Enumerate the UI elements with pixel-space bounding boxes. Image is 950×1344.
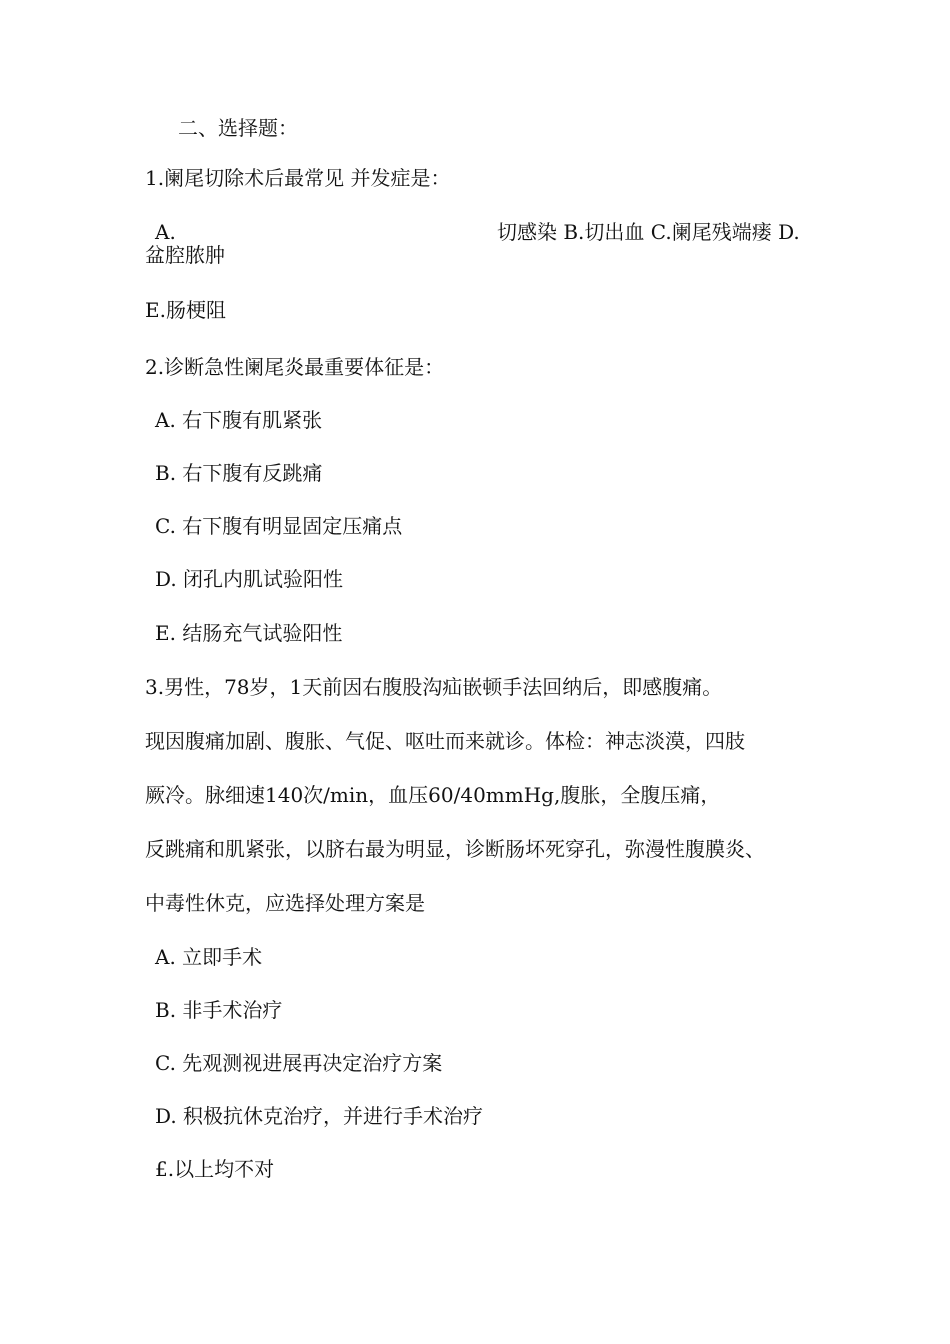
question-3-option: D. 积极抗休克治疗，并进行手术治疗: [155, 1104, 484, 1128]
question-1-stem: 1.阑尾切除术后最常见 并发症是：: [145, 166, 451, 190]
question-1-option-e: E.肠梗阻: [145, 298, 226, 322]
question-3-option: £.以上均不对: [155, 1157, 275, 1181]
question-3-stem-line: 反跳痛和肌紧张，以脐右最为明显，诊断肠坏死穿孔，弥漫性腹膜炎、: [145, 837, 765, 861]
question-2-option: D. 闭孔内肌试验阳性: [155, 567, 344, 591]
question-2-option: E. 结肠充气试验阳性: [155, 621, 343, 645]
question-1-options-inline: 切感染 B.切出血 C.阑尾残端瘘 D.: [497, 220, 800, 244]
question-2-option: A. 右下腹有肌紧张: [155, 408, 323, 432]
question-3-stem-line: 现因腹痛加剧、腹胀、气促、呕吐而来就诊。体检：神志淡漠，四肢: [145, 729, 745, 753]
question-2-stem: 2.诊断急性阑尾炎最重要体征是：: [145, 355, 445, 379]
question-3-option: A. 立即手术: [155, 945, 263, 969]
question-1-options-wrap: 盆腔脓肿: [145, 243, 225, 267]
question-2-option: C. 右下腹有明显固定压痛点: [155, 514, 403, 538]
question-1-option-a-prefix: A.: [155, 220, 176, 244]
question-2-option: B. 右下腹有反跳痛: [155, 461, 323, 485]
question-3-option: B. 非手术治疗: [155, 998, 283, 1022]
question-3-stem-line: 3.男性，78岁，1天前因右腹股沟疝嵌顿手法回纳后，即感腹痛。: [145, 675, 723, 699]
question-3-stem-line: 中毒性休克，应选择处理方案是: [145, 891, 425, 915]
question-3-option: C. 先观测视进展再决定治疗方案: [155, 1051, 443, 1075]
question-3-stem-line: 厥冷。脉细速140次/min，血压60/40mmHg,腹胀，全腹压痛，: [145, 783, 721, 807]
section-title: 二、选择题：: [178, 116, 298, 140]
